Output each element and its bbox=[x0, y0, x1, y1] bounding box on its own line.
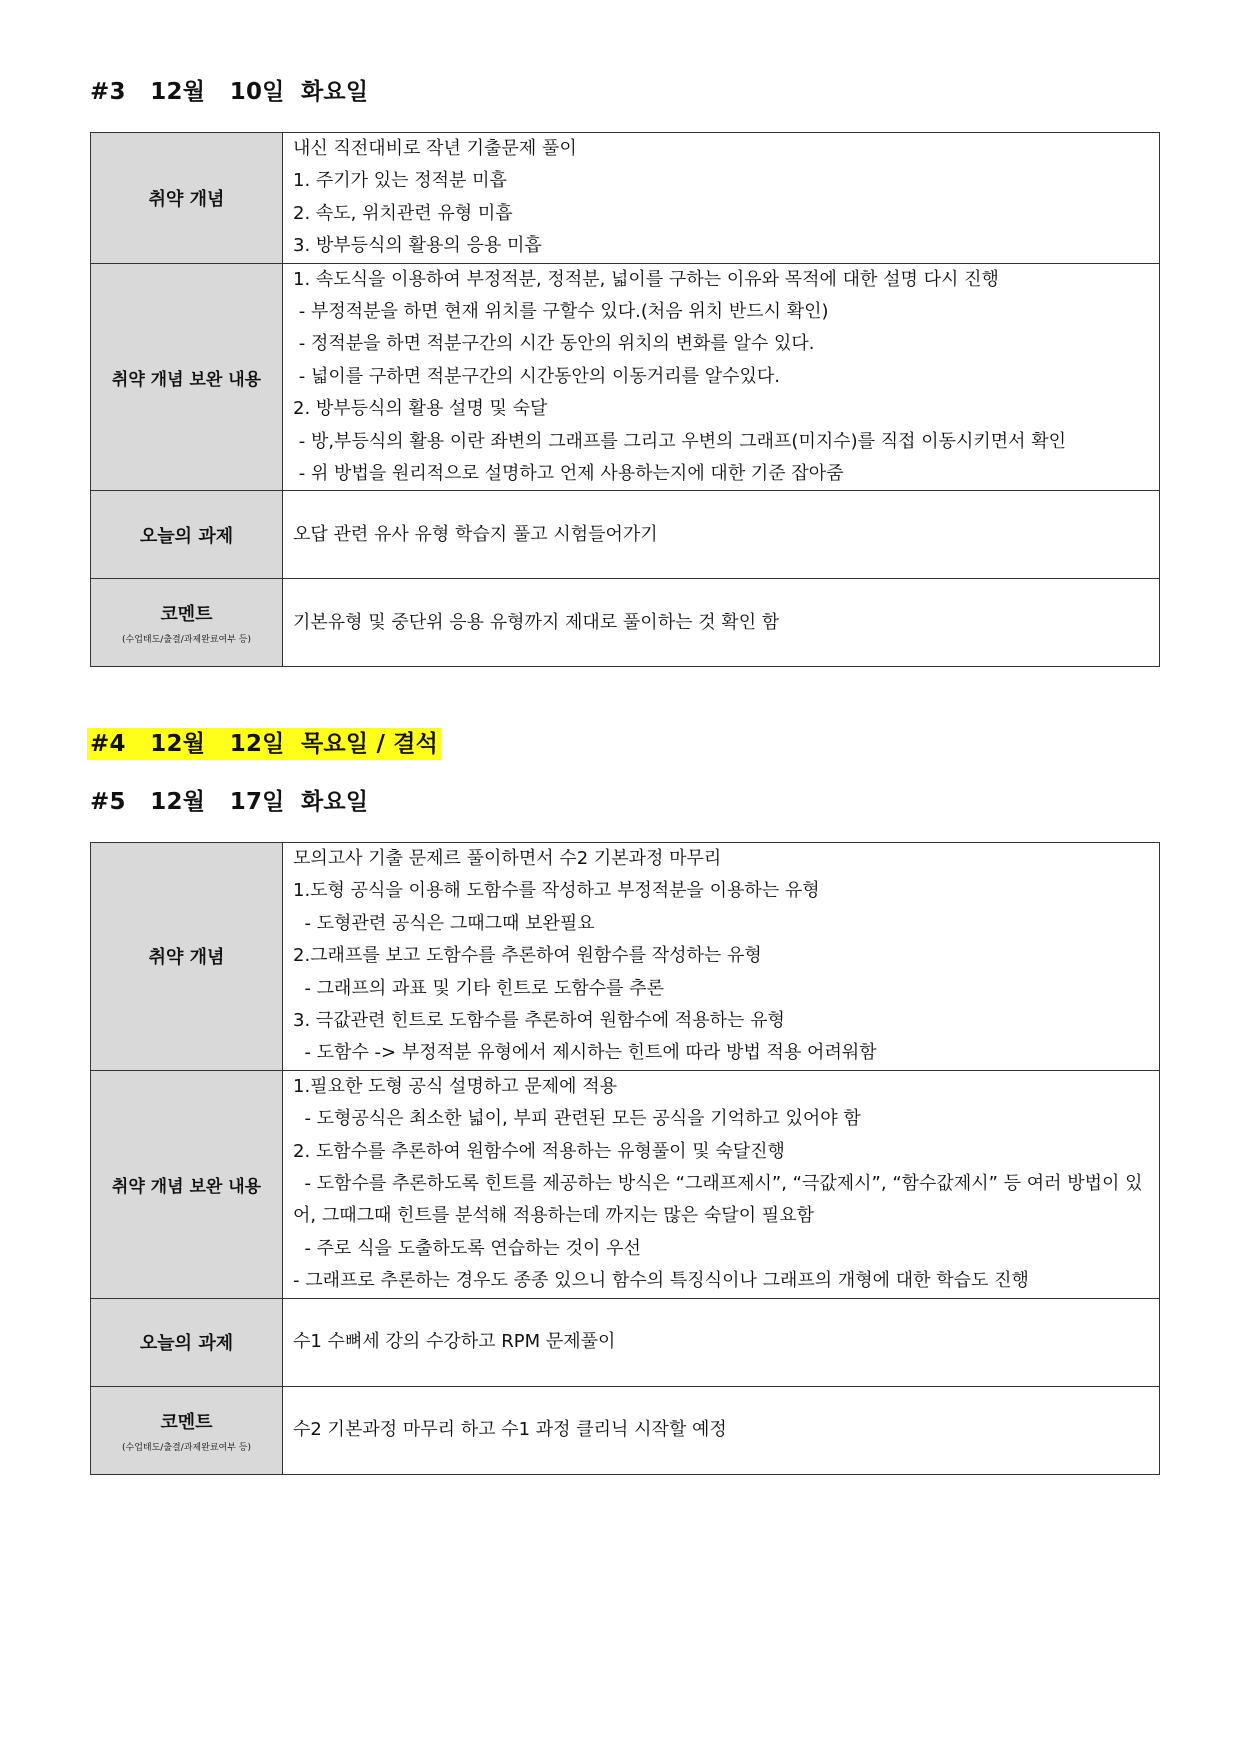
weak-concept-label: 취약 개념 bbox=[91, 133, 283, 264]
comment-sublabel: (수업태도/출결/과제완료여부 등) bbox=[122, 635, 251, 646]
comment-content: 기본유형 및 중단위 응용 유형까지 제대로 풀이하는 것 확인 함 bbox=[283, 579, 1160, 667]
weak-concept-content: 모의고사 기출 문제르 풀이하면서 수2 기본과정 마무리 1.도형 공식을 이용해 도함수를 작성하고 부정적분을 이용하는 유형 - 도형관련 공식은 그때그때 보완필요 2.그래프를 보고 도함수를 추론하여 원함수를 작성하는 유형 - 그래프의 과표 및 기타 힌트로 도함수를 추론 3. 극값관련 힌트로 도함수를 추론하여 원함수에 적용하는 유형 - 도함수 -> 부정적분 유형에서 제시하는 힌트에 따라 방법 적용 어려워함 bbox=[283, 843, 1160, 1071]
table-row bbox=[91, 263, 1160, 491]
session-4-heading: #4 12월 12일 목요일 / 결석 bbox=[87, 728, 441, 760]
session-3-table bbox=[90, 132, 1160, 667]
table-row bbox=[91, 133, 1160, 264]
comment-label: 코멘트 (수업태도/출결/과제완료여부 등) bbox=[91, 1386, 283, 1474]
comment-label: 코멘트 (수업태도/출결/과제완료여부 등) bbox=[91, 579, 283, 667]
homework-label: 오늘의 과제 bbox=[91, 1298, 283, 1386]
session-3-heading: #3 12월 10일 화요일 bbox=[90, 79, 369, 105]
supplement-label: 취약 개념 보완 내용 bbox=[91, 1070, 283, 1298]
table-row bbox=[91, 1298, 1160, 1386]
supplement-content: 1.필요한 도형 공식 설명하고 문제에 적용 - 도형공식은 최소한 넓이, 부피 관련된 모든 공식을 기억하고 있어야 함 2. 도함수를 추론하여 원함수에 적용하는 유형풀이 및 숙달진행 - 도함수를 추론하도록 힌트를 제공하는 방식은 “그래프제시”, “극값제시”, “함수값제시” 등 여러 방법이 있어, 그때그때 힌트를 분석해 적용하는데 까지는 많은 숙달이 필요함 - 주로 식을 도출하도록 연습하는 것이 우선 - 그래프로 추론하는 경우도 종종 있으니 함수의 특징식이나 그래프의 개형에 대한 학습도 진행 bbox=[283, 1070, 1160, 1298]
table-row bbox=[91, 579, 1160, 667]
comment-content: 수2 기본과정 마무리 하고 수1 과정 클리닉 시작할 예정 bbox=[283, 1386, 1160, 1474]
weak-concept-label: 취약 개념 bbox=[91, 843, 283, 1071]
table-row bbox=[91, 491, 1160, 579]
supplement-label: 취약 개념 보완 내용 bbox=[91, 263, 283, 491]
weak-concept-content: 내신 직전대비로 작년 기출문제 풀이 1. 주기가 있는 정적분 미흡 2. 속도, 위치관련 유형 미흡 3. 방부등식의 활용의 응용 미흡 bbox=[283, 133, 1160, 264]
comment-sublabel: (수업태도/출결/과제완료여부 등) bbox=[122, 1442, 251, 1453]
table-row bbox=[91, 843, 1160, 1071]
homework-content: 수1 수뼈세 강의 수강하고 RPM 문제풀이 bbox=[283, 1298, 1160, 1386]
table-row bbox=[91, 1386, 1160, 1474]
homework-content: 오답 관련 유사 유형 학습지 풀고 시험들어가기 bbox=[283, 491, 1160, 579]
supplement-content: 1. 속도식을 이용하여 부정적분, 정적분, 넓이를 구하는 이유와 목적에 대한 설명 다시 진행 - 부정적분을 하면 현재 위치를 구할수 있다.(처음 위치 반드시 확인) - 정적분을 하면 적분구간의 시간 동안의 위치의 변화를 알수 있다. - 넓이를 구하면 적분구간의 시간동안의 이동거리를 알수있다. 2. 방부등식의 활용 설명 및 숙달 - 방,부등식의 활용 이란 좌변의 그래프를 그리고 우변의 그래프(미지수)를 직접 이동시키면서 확인 - 위 방법을 원리적으로 설명하고 언제 사용하는지에 대한 기준 잡아줌 bbox=[283, 263, 1160, 491]
homework-label: 오늘의 과제 bbox=[91, 491, 283, 579]
session-5-table bbox=[90, 842, 1160, 1475]
session-5-heading: #5 12월 17일 화요일 bbox=[90, 789, 369, 815]
table-row bbox=[91, 1070, 1160, 1298]
